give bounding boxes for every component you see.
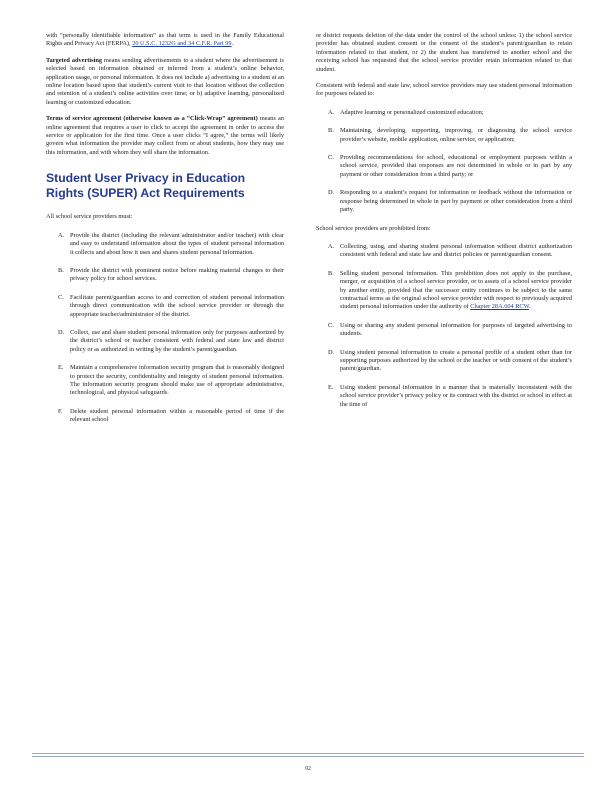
list-item: C. Facilitate parent/guardian access to and correction of student personal information through direct communication with the school service provider or through the appropriate teacher/administrator of the district. — [58, 293, 284, 318]
prohibited-intro: School service providers are prohibited from: — [316, 224, 431, 232]
deletion-continued: or district requests deletion of the data under the control of the school unless: 1) the school service provider has obtained student consent or the consent of the student’s parent/guardian to retain information related to that student, or 2) the student has transferred to another school and the receiving school has requested that the school service provider retain information related to that student. — [316, 32, 572, 73]
rcw-citation-link[interactable]: Chapter 28A.604 RCW — [470, 303, 529, 311]
must-list — [46, 232, 284, 425]
list-item: C. Using or sharing any student personal information for purposes of targeted advertising to students. — [328, 321, 572, 338]
list-item: B. Maintaining, developing, supporting, improving, or diagnosing the school service provider’s website, mobile application, online service, or application; — [328, 127, 572, 143]
consistent-list — [316, 109, 572, 215]
term-terms-of-service: Terms of service agreement (otherwise known as a “Click-Wrap” agreement) — [46, 115, 258, 123]
term-targeted-advertising: Targeted advertising — [46, 56, 102, 64]
list-item: E. Using student personal information in a manner that is materially inconsistent with the school service provider’s privacy policy or its contract with the district or school in effect at the time of — [328, 383, 572, 408]
list-item: A. Provide the district (including the relevant administrator and/or teacher) with clear and easy to understand information about the types of student personal information it collects and about how it uses and shares student personal information. — [58, 231, 284, 256]
list-item: A. Collecting, using, and sharing student personal information without district authorization consistent with federal and state law and district policies or parent/guardian consent. — [328, 242, 572, 259]
list-item: D. Using student personal information to create a personal profile of a student other than for supporting purposes authorized by the school or the teacher or with consent of the student’s parent/guardian. — [328, 348, 572, 373]
ferpa-citation-link[interactable]: 20 U.S.C. 1232G and 34 C.F.R. Part 99 — [132, 40, 232, 48]
consistent-intro: Consistent with federal and state law, school service providers may use student personal information for purposes related to: — [316, 82, 572, 98]
left-column — [46, 32, 284, 435]
right-column — [316, 32, 572, 419]
list-item: B. Provide the district with prominent notice before making material changes to their privacy policy for school services. — [58, 266, 284, 283]
definition-pii: with “personally identifiable information” as that term is used in the Family Educational Rights and Privacy Act (FERPA), 20 U.S.C. 1232G and 34 C.F.R. Part 99. — [46, 32, 284, 48]
list-item: A. Adaptive learning or personalized customized education; — [328, 108, 484, 116]
list-item: C. Providing recommendations for school, educational or employment purposes within a school service, provided that responses are not determined in whole or in part by any payment or other consideration from a third party; or — [328, 154, 572, 178]
footer-rule-bottom — [32, 756, 584, 757]
list-item: E. Maintain a comprehensive information security program that is reasonably designed to protect the security, confidentiality and integrity of student personal information. The information security program should make use of appropriate administrative, technological, and physical safeguards. — [58, 364, 284, 397]
list-item: D. Collect, use and share student personal information only for purposes authorized by the district’s school or teacher consistent with federal and state law and district policy or as authorized in writing by the student’s parent/guardian. — [58, 328, 284, 353]
list-item: F. Delete student personal information within a reasonable period of time if the relevant school — [58, 407, 284, 424]
definition-terms-of-service: Terms of service agreement (otherwise known as a “Click-Wrap” agreement) means an online agreement that requires a user to click to accept the agreement in order to access the service or application for the first time. Once a user clicks “I agree,” the terms will likely govern what information the provider may collect from or about students, how they may use this information, and with whom they will share the information. — [46, 115, 284, 156]
must-intro: All school service providers must: — [46, 213, 133, 221]
footer-rule-top — [32, 753, 584, 754]
list-item: D. Responding to a student’s request for information or feedback without the information or response being determined in whole in part by payment or other consideration from a third party. — [328, 189, 572, 214]
list-item: B. Selling student personal information. This prohibition does not apply to the purchase, merger, or acquisition of a school service provider, or to assets of a school service provider by another entity, provided that the successor entity continues to be subject to the same contractual terms as the original school service provider with respect to previously acquired student personal information under the authority of Chapter 28A.604 RCW. — [328, 269, 572, 311]
page-number: 92 — [305, 766, 311, 772]
prohibited-list — [316, 243, 572, 409]
definition-targeted-advertising: Targeted advertising means sending advertisements to a student where the advertisement is selected based on information obtained or inferred from a student’s online behavior, application usage, or personal information. It does not include a) advertising to a student at an online location based upon that student’s current visit to that location without the collection and retention of a student’s online activities over time; or b) adaptive learning, personalized learning or customized education. — [46, 56, 284, 106]
section-heading: Student User Privacy in Education Rights (SUPER) Act Requirements — [46, 171, 246, 201]
